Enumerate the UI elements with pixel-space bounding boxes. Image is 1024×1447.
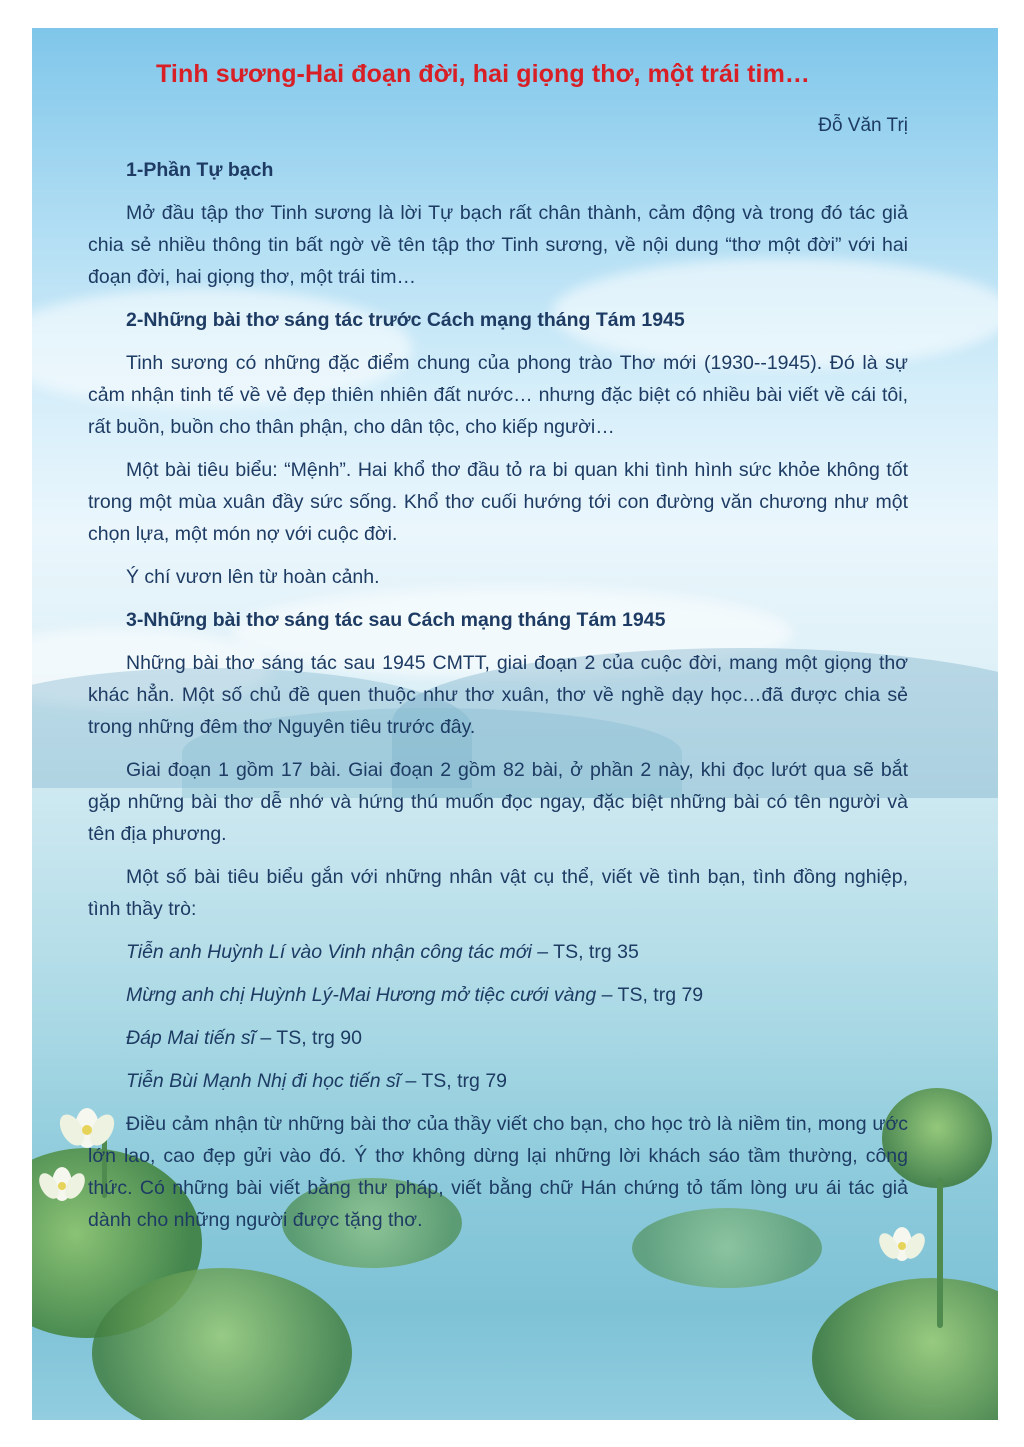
section-heading: 1-Phần Tự bạch	[126, 159, 274, 181]
poem-reference	[88, 979, 908, 1011]
poem-reference	[88, 936, 908, 968]
poem-page-ref: – TS, trg 90	[254, 1027, 362, 1049]
poem-page-ref: – TS, trg 79	[596, 984, 704, 1006]
paragraph: Mở đầu tập thơ Tinh sương là lời Tự bạch rất chân thành, cảm động và trong đó tác giả chia sẻ nhiều thông tin bất ngờ về tên tập thơ Tinh sương, về nội dung “thơ một đời” với hai đoạn đời, hai giọng thơ, một trái tim…	[88, 202, 908, 288]
poem-title: Tiễn anh Huỳnh Lí vào Vinh nhận công tác mới	[126, 941, 532, 963]
author-name: Đỗ Văn Trị	[818, 115, 908, 136]
poem-title: Mừng anh chị Huỳnh Lý-Mai Hương mở tiệc cưới vàng	[126, 984, 597, 1006]
poem-page-ref: – TS, trg 79	[400, 1070, 508, 1092]
section-heading: 3-Những bài thơ sáng tác sau Cách mạng tháng Tám 1945	[126, 609, 666, 631]
poem-title: Tiễn Bùi Mạnh Nhị đi học tiến sĩ	[126, 1070, 401, 1092]
section-heading: 2-Những bài thơ sáng tác trước Cách mạng tháng Tám 1945	[126, 309, 685, 331]
poem-page-ref: – TS, trg 35	[531, 941, 639, 963]
paragraph: Một số bài tiêu biểu gắn với những nhân vật cụ thể, viết về tình bạn, tình đồng nghiệp, tình thầy trò:	[88, 866, 908, 920]
paragraph: Ý chí vươn lên từ hoàn cảnh.	[126, 566, 380, 588]
poem-reference	[88, 1065, 908, 1097]
paragraph: Những bài thơ sáng tác sau 1945 CMTT, giai đoạn 2 của cuộc đời, mang một giọng thơ khác hẳn. Một số chủ đề quen thuộc như thơ xuân, thơ về nghề dạy học…đã được chia sẻ trong những đêm thơ Nguyên tiêu trước đây.	[88, 652, 908, 738]
poem-reference	[88, 1022, 908, 1054]
document-body	[88, 154, 908, 1247]
poem-title: Đáp Mai tiến sĩ	[126, 1027, 255, 1049]
paragraph: Một bài tiêu biểu: “Mệnh”. Hai khổ thơ đầu tỏ ra bi quan khi tình hình sức khỏe không tốt trong một mùa xuân đầy sức sống. Khổ thơ cuối hướng tới con đường văn chương như một chọn lựa, một món nợ với cuộc đời.	[88, 459, 908, 545]
paragraph: Tinh sương có những đặc điểm chung của phong trào Thơ mới (1930--1945). Đó là sự cảm nhận tinh tế về vẻ đẹp thiên nhiên đất nước… nhưng đặc biệt có nhiều bài viết về cái tôi, rất buồn, buồn cho thân phận, cho dân tộc, cho kiếp người…	[88, 352, 908, 438]
paragraph: Giai đoạn 1 gồm 17 bài. Giai đoạn 2 gồm 82 bài, ở phần 2 này, khi đọc lướt qua sẽ bắt gặp những bài thơ dễ nhớ và hứng thú muốn đọc ngay, đặc biệt những bài có tên người và tên địa phương.	[88, 759, 908, 845]
paragraph: Điều cảm nhận từ những bài thơ của thầy viết cho bạn, cho học trò là niềm tin, mong ước lớn lao, cao đẹp gửi vào đó. Ý thơ không dừng lại những lời khách sáo tầm thường, công thức. Có những bài viết bằng thư pháp, viết bằng chữ Hán chứng tỏ tấm lòng ưu ái tác giả dành cho những người được tặng thơ.	[88, 1113, 908, 1231]
document-title: Tinh sương-Hai đoạn đời, hai giọng thơ, một trái tim…	[155, 60, 811, 88]
